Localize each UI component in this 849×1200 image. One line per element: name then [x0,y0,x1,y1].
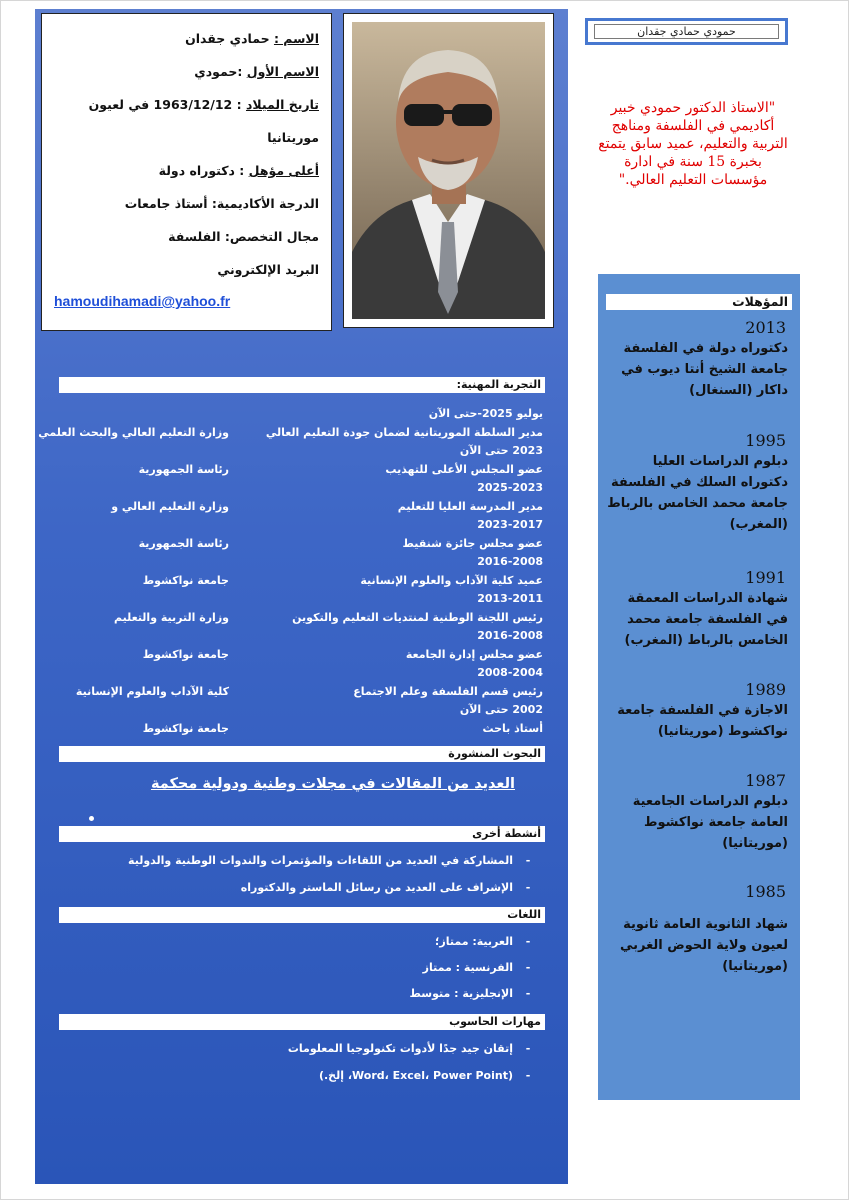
experience-role: أستاذ باحث [482,721,543,735]
experience-role: 2016-2008 [477,555,543,568]
experience-role: 2016-2008 [477,629,543,642]
birth-value: : 1963/12/12 في لعيون [88,97,242,112]
bullet-dash: - [525,854,531,867]
degree-value: : دكتوراه دولة [158,163,245,178]
qual-year: 1991 [745,568,786,587]
name-header-text: حمودي حمادي جقدان [594,24,779,39]
qual-text: دكتوراه دولة في الفلسفة جامعة الشيخ أنتا ديوب في داكار (السنغال) [621,341,788,398]
languages-title: اللغات [59,907,545,923]
qual-year: 1987 [745,771,786,790]
first-name-label: الاسم الأول [246,64,319,79]
bullet-dash: - [525,935,531,948]
experience-role: عضو المجلس الأعلى للتهذيب [385,462,543,476]
birth-country: موريتانيا [267,130,319,145]
degree-label: أعلى مؤهل [248,163,319,178]
qual-year: 1989 [745,680,786,699]
experience-role: عضو مجلس إدارة الجامعة [405,647,543,661]
experience-role: مدير المدرسة العليا للتعليم [397,499,543,513]
experience-role: رئيس اللجنة الوطنية لمنتديات التعليم والتكوين [292,610,543,624]
computer-skill-item: -إتقان جيد جدًا لأدوات تكنولوجيا المعلومات [288,1042,543,1055]
language-item: -الإنجليزية : متوسط [410,987,544,1000]
computer-skill-item: -(Word، Excel، Power Point، إلخ.) [319,1069,543,1082]
experience-role: 2002 حتى الآن [459,703,543,716]
experience-org: رئاسة الجمهورية [138,536,229,550]
experience-role: 2025-2023 [477,481,543,494]
portrait-photo [352,22,545,319]
bullet-dot [89,816,94,821]
personal-info-box [41,13,332,331]
experience-role: 2023-2017 [477,518,543,531]
bullet-dash: - [525,881,531,894]
experience-org: كلية الآداب والعلوم الإنسانية [75,684,229,698]
bullet-dash: - [525,1069,531,1082]
activity-item: -المشاركة في العديد من اللقاءات والمؤتمرات والندوات الوطنية والدولية [128,854,543,867]
publications-text: العديد من المقالات في مجلات وطنية ودولية محكمة [150,776,515,792]
name-header-box [585,18,788,45]
activity-item: -الإشراف على العديد من رسائل الماستر والدكتوراه [241,881,543,894]
experience-org: رئاسة الجمهورية [138,462,229,476]
qual-year: 1985 [745,882,786,901]
qual-text: دبلوم الدراسات العليا دكتوراه السلك في الفلسفة جامعة محمد الخامس بالرباط (المغرب) [607,454,788,532]
bullet-dash: - [525,961,531,974]
experience-role: مدير السلطة الموريتانية لضمان جودة التعليم العالي [265,425,543,439]
experience-role: يوليو 2025-حتى الآن [428,407,543,420]
qual-text: دبلوم الدراسات الجامعية العامة جامعة نواكشوط (موريتانيا) [632,794,788,851]
experience-role: رئيس قسم الفلسفة وعلم الاجتماع [353,684,543,698]
experience-org: وزارة التعليم العالي والبحث العلمي [38,425,229,439]
experience-org: وزارة التعليم العالي و [111,499,229,513]
publications-title: البحوث المنشورة [59,746,545,762]
birth-line [54,88,319,121]
qual-text: شهادة الدراسات المعمقة في الفلسفة جامعة محمد الخامس بالرباط (المغرب) [624,591,788,648]
degree-line [54,154,319,187]
computer-skills-title: مهارات الحاسوب [59,1014,545,1030]
portrait-frame [343,13,554,328]
experience-org: جامعة نواكشوط [142,647,229,661]
language-item: -العربية: ممتاز؛ [435,935,543,948]
experience-role: 2008-2004 [477,666,543,679]
bullet-dash: - [525,987,531,1000]
first-name-value: :حمودي [194,64,243,79]
activities-title: أنشطة أخرى [59,826,545,842]
profile-quote: "الاستاذ الدكتور حمودي خبير أكاديمي في الفلسفة ومناهج التربية والتعليم، عميد سابق يتمتع بخبرة 15 سنة في ادارة مؤسسات التعليم العالي." [598,100,788,188]
email-label: البريد الإلكتروني [217,262,319,277]
specialization: مجال التخصص: الفلسفة [168,229,319,244]
experience-org: وزارة التربية والتعليم [114,610,229,624]
bullet-dash: - [525,1042,531,1055]
experience-role: عميد كلية الآداب والعلوم الإنسانية [360,573,543,587]
name-line [54,22,319,55]
qualifications-panel [598,274,800,1100]
experience-title: التجربة المهنية: [59,377,545,393]
academic-rank: الدرجة الأكاديمية: أستاذ جامعات [124,196,319,211]
experience-role: عضو مجلس جائزة شنقيط [402,536,543,550]
qual-year: 2013 [745,318,786,337]
qual-year: 1995 [745,431,786,450]
name-value: حمادي جقدان [185,31,270,46]
qual-text: الاجازة في الفلسفة جامعة نواكشوط (موريتانيا) [617,703,788,739]
birth-label: تاريخ الميلاد [245,97,319,112]
experience-role: 2013-2011 [477,592,543,605]
name-label: الاسم : [273,31,319,46]
experience-org: جامعة نواكشوط [142,721,229,735]
experience-role: 2023 حتى الآن [459,444,543,457]
email-link[interactable]: hamoudihamadi@yahoo.fr [54,293,231,309]
qualifications-title: المؤهلات [606,294,792,310]
first-name-line [54,55,319,88]
qual-text: شهاد الثانوية العامة ثانوية لعيون ولاية الحوض الغربي (موريتانيا) [619,917,788,974]
language-item: -الفرنسية : ممتاز [423,961,543,974]
experience-org: جامعة نواكشوط [142,573,229,587]
